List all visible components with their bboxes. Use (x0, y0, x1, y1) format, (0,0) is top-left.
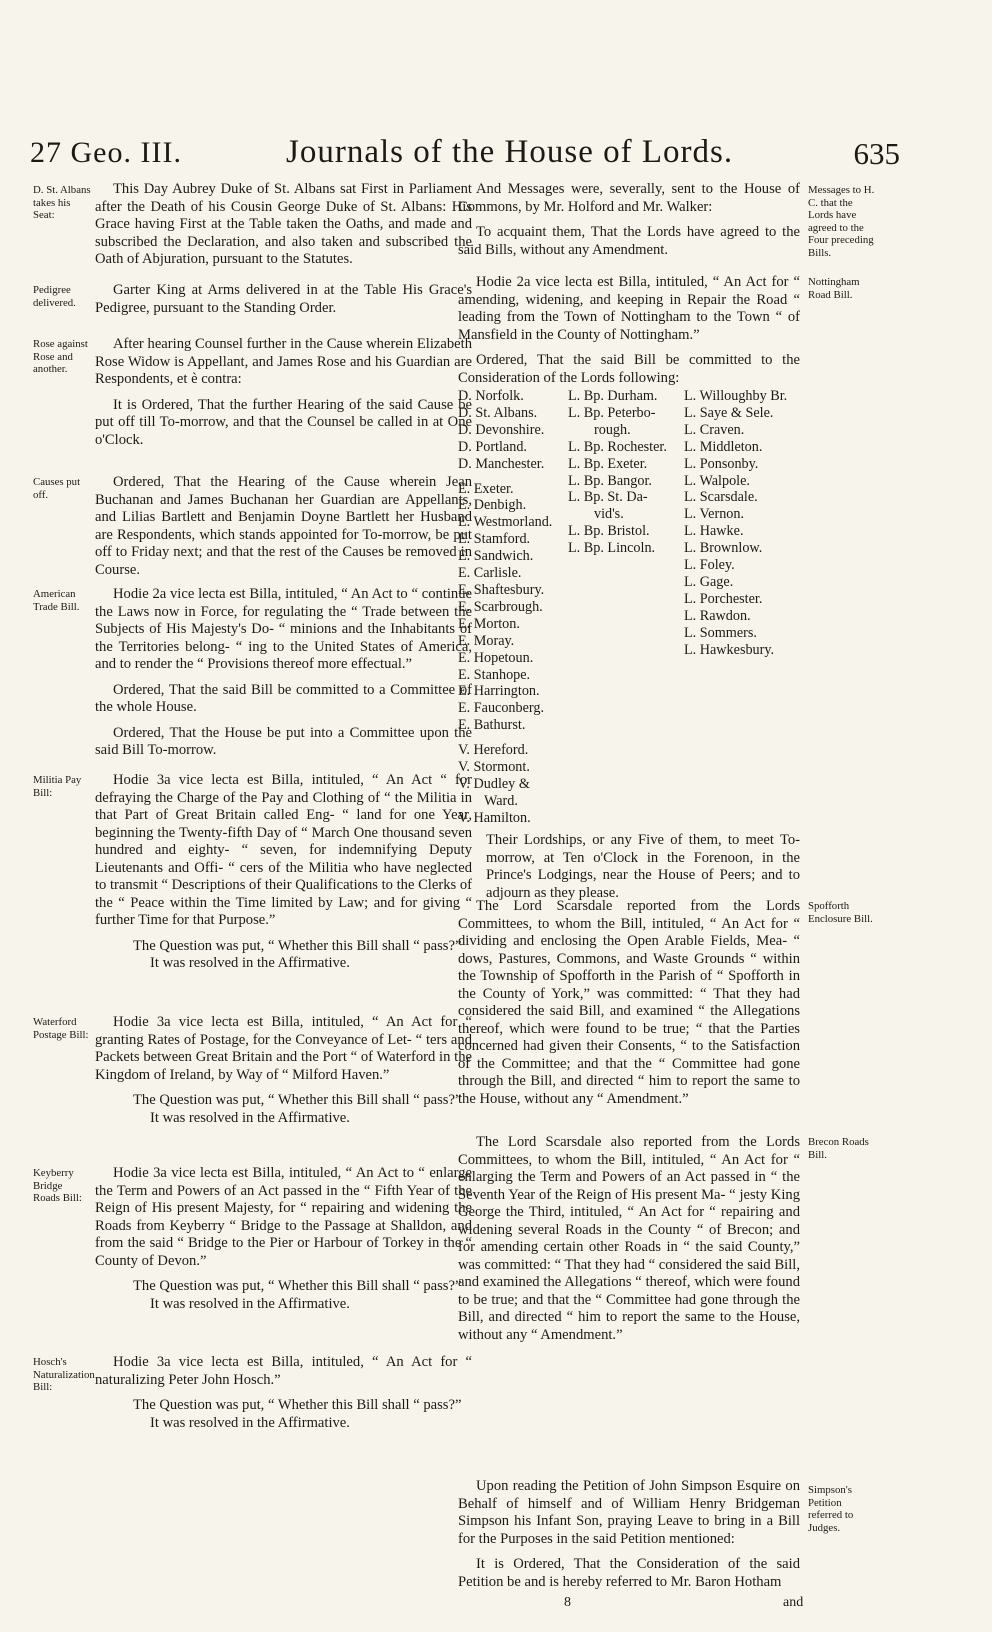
lord-name: E. Shaftesbury. (458, 581, 545, 598)
margin-note: Pedigree delivered. (33, 284, 76, 309)
lord-name: D. Norfolk. (458, 388, 524, 404)
meeting-text: Their Lordships, or any Five of them, to meet To-morrow, at Ten o'Clock in the Forenoon, in the Prince's Lodgings, near the House of Peers; and to adjourn as they please. (486, 832, 800, 901)
lord-name: L. Willoughby Br. (684, 388, 788, 404)
entry-text: Garter King at Arms delivered in at the Table His Grace's Pedigree, pursuant to the Standing Order. (95, 282, 472, 316)
lord-name: L. Rawdon. (684, 607, 751, 624)
entry-st-albans (95, 181, 472, 277)
entry-text: Hodie 3a vice lecta est Billa, intituled, “ An Act “ for defraying the Charge of the Pay and Clothing of “ the Militia in that Part of Great Britain called Eng- “ land for one Year, beginning the Twenty-fifth Day of “ March One thousand seven hundred and eighty- “ seven, for indemnifying Deputy Lieutenants and Offi- “ cers of the Militia who have neglected to transmit “ Descriptions of their Qualifications to the Clerks of the “ Peace within the Time limited by Law; and for giving “ further Time for that Purpose.” (95, 772, 472, 928)
margin-note: American Trade Bill. (33, 588, 80, 613)
entry-order: Ordered, That the House be put into a Committee upon the said Bill To-morrow. (95, 724, 472, 758)
lord-name: D. Manchester. (458, 455, 545, 472)
entry-text: Hodie 3a vice lecta est Billa, intituled, “ An Act for “ naturalizing Peter John Hosch.” (95, 1354, 472, 1388)
lord-name: L. Bp. Rochester. (568, 438, 667, 455)
page-header (30, 132, 900, 176)
margin-note: D. St. Albans takes his Seat: (33, 184, 91, 221)
entry-text: Hodie 3a vice lecta est Billa, intituled, “ An Act for “ granting Rates of Postage, for the Conveyance of Let- “ ters and Packets between Great Britain and the Port “ of Waterford in the Kingdom of Ireland, by Way of “ Milford Haven.” (95, 1014, 472, 1083)
entry-hosch (95, 1354, 472, 1442)
lord-name: L. Bp. Lincoln. (568, 540, 656, 557)
margin-note: Keyberry Bridge Roads Bill: (33, 1167, 82, 1204)
question: The Question was put, “ Whether this Bill shall “ pass?” (133, 1278, 462, 1294)
entry-order: It is Ordered, That the Consideration of the said Petition be and is hereby referred to Mr. Baron Hotham (458, 1556, 800, 1590)
lord-name: E. Stamford. (458, 531, 531, 548)
entry-brecon (458, 1134, 800, 1352)
lord-name: E. Carlisle. (458, 565, 522, 582)
lord-name: L. Saye & Sele. (684, 404, 774, 421)
lord-name: V. Stormont. (458, 759, 530, 776)
lord-name: Ward. (484, 792, 518, 809)
lord-name: L. Bp. Durham. (568, 388, 658, 404)
lord-name: E. Stanhope. (458, 666, 531, 683)
lord-name: E. Denbigh. (458, 497, 527, 514)
signature-mark: 8 (564, 1595, 571, 1610)
entry-rose (95, 336, 472, 457)
lord-name: L. Walpole. (684, 472, 750, 489)
lord-name: L. Hawkesbury. (684, 641, 775, 658)
resolution: It was resolved in the Affirmative. (150, 1109, 350, 1126)
lord-name: L. Brownlow. (684, 540, 763, 557)
lord-name: D. Devonshire. (458, 421, 545, 438)
lord-name: L. Middleton. (684, 438, 763, 455)
resolution: It was resolved in the Affirmative. (150, 1414, 350, 1431)
lord-name: vid's. (594, 506, 624, 523)
question: The Question was put, “ Whether this Bill shall “ pass?” (133, 937, 462, 954)
resolution: It was resolved in the Affirmative. (150, 955, 350, 971)
entry-order: It is Ordered, That the further Hearing of the said Cause be put off till To-morrow, and that the Counsel be called in at One o'Clock. (95, 396, 472, 448)
lord-name: E. Morton. (458, 615, 520, 632)
lord-name: E. Sandwich. (458, 548, 534, 565)
lord-name: rough. (594, 421, 631, 438)
entry-text: Upon reading the Petition of John Simpson Esquire on Behalf of himself and of William Henry Bridgeman Simpson his Infant Son, praying Leave to bring in a Bill for the Purposes in the said Petition mentioned: (458, 1478, 800, 1547)
entry-pedigree (95, 282, 472, 325)
question: The Question was put, “ Whether this Bill shall “ pass?” (133, 1397, 462, 1413)
catchword: and (783, 1595, 804, 1610)
lord-name: E. Harrington. (458, 683, 540, 700)
entry-simpson (458, 1478, 800, 1599)
entry-messages (458, 181, 800, 267)
margin-note: Messages to H. C. that the Lords have agreed to the Four preceding Bills. (808, 184, 875, 259)
lord-name: E. Exeter. (458, 480, 514, 497)
margin-note: Militia Pay Bill: (33, 774, 82, 799)
lord-name: E. Bathurst. (458, 717, 526, 734)
lord-name: V. Hamilton. (458, 809, 531, 826)
lord-name: E. Fauconberg. (458, 700, 545, 717)
entry-causes (95, 474, 472, 587)
lord-name: L. Bp. St. Da- (568, 489, 648, 506)
margin-note: Waterford Postage Bill: (33, 1016, 89, 1041)
entry-text: Hodie 2a vice lecta est Billa, intituled, “ An Act to “ continue the Laws now in Force, for regulating the “ Trade between the Subjects of His Majesty's Do- “ minions and the Inhabitants of the Territories belong- “ ing to the United States of America, and to render the “ Provisions thereof more effectual.” (95, 586, 472, 672)
entry-text: And Messages were, severally, sent to the House of Commons, by Mr. Holford and Mr. Walker: (458, 181, 800, 215)
entry-waterford (95, 1014, 472, 1137)
lords-column-1 (458, 388, 568, 827)
entry-order: Ordered, That the said Bill be committed to a Committee of the whole House. (95, 681, 472, 715)
lord-name: E. Moray. (458, 632, 515, 649)
lord-name: E. Westmorland. (458, 514, 553, 531)
margin-note: Hosch's Naturalization Bill: (33, 1356, 95, 1393)
lord-name: V. Dudley & (458, 775, 530, 792)
journal-title: Journals of the House of Lords. (286, 134, 734, 170)
lord-name: L. Bp. Peterbo- (568, 404, 656, 421)
entry-text: After hearing Counsel further in the Cause wherein Elizabeth Rose Widow is Appellant, and James Rose and his Guardian are Respondents, et è contra: (95, 336, 472, 387)
lord-name: D. St. Albans. (458, 404, 538, 421)
entry-nottingham (458, 274, 800, 395)
lord-name: L. Craven. (684, 421, 745, 438)
lord-name: L. Ponsonby. (684, 455, 759, 472)
entry-text: The Lord Scarsdale reported from the Lords Committees, to whom the Bill, intituled, “ An Act for “ dividing and enclosing the Open Arable Fields, Mea- “ dows, Pastures, Commons, and Waste Grounds “ within the Township of Spofforth in the Parish of “ Spofforth in the County of York,” was committed: “ That they had considered the said Bill, and examined “ the Allegations thereof, which were found to be true; “ that the Parties concerned had given their Consents, “ to the Satisfaction of the Committee; and that the “ Committee had gone through the Bill, and directed “ him to report the same to the House, without any “ Amendment.” (458, 898, 800, 1107)
lord-name: E. Hopetoun. (458, 649, 534, 666)
lord-name: L. Bp. Bristol. (568, 523, 650, 540)
lord-name: D. Portland. (458, 438, 527, 455)
regnal-year: 27 Geo. III. (30, 136, 182, 169)
entry-text: Ordered, That the Hearing of the Cause wherein Jean Buchanan and James Buchanan her Guardian are Appellants, and Lilias Bartlett and Benjamin Doyne Bartlett her Husband are Respondents, which stands appointed for To-morrow, be put off to Friday next; and that the rest of the Causes be removed in Course. (95, 474, 472, 578)
entry-text: The Lord Scarsdale also reported from the Lords Committees, to whom the Bill, intituled, “ An Act for “ enlarging the Term and Powers of an Act passed in “ the Seventh Year of the Reign of His present Ma- “ jesty King George the Third, intituled, “ An Act for “ repairing and widening several Roads in the County “ of Brecon; and for amending certain other Roads in “ the said County,” was committed: “ That they had “ considered the said Bill, and examined the Allegations “ thereof, which were found to be true; and that the “ Committee had gone through the Bill, and directed “ him to report the same to the House, without any “ Amendment.” (458, 1134, 800, 1343)
lord-name: V. Hereford. (458, 742, 529, 759)
entry-text: To acquaint them, That the Lords have agreed to the said Bills, without any Amendment. (458, 224, 800, 258)
lord-name: E. Scarbrough. (458, 598, 543, 615)
margin-note: Nottingham Road Bill. (808, 276, 860, 301)
entry-text: Hodie 2a vice lecta est Billa, intituled, “ An Act for “ amending, widening, and keeping in Repair the Road “ leading from the Town of Nottingham to the Town “ of Mansfield in the County of Nottingham.” (458, 274, 800, 343)
lord-name: L. Bp. Bangor. (568, 472, 652, 489)
margin-note: Spofforth Enclosure Bill. (808, 900, 873, 925)
entry-text: This Day Aubrey Duke of St. Albans sat First in Parliament after the Death of his Cousin George Duke of St. Albans: His Grace having First at the Table taken the Oaths, and made and subscribed the Declaration, and also taken and subscribed the Oath of Abjuration, pursuant to the Statutes. (95, 181, 472, 267)
page-number: 635 (853, 136, 900, 171)
resolution: It was resolved in the Affirmative. (150, 1295, 350, 1312)
lord-name: L. Scarsdale. (684, 489, 758, 506)
entry-american-trade (95, 586, 472, 768)
margin-note: Simpson's Petition referred to Judges. (808, 1484, 854, 1534)
lord-name: L. Bp. Exeter. (568, 455, 648, 472)
question: The Question was put, “ Whether this Bill shall “ pass?” (133, 1092, 462, 1108)
margin-note: Causes put off. (33, 476, 81, 501)
entry-militia-pay (95, 772, 472, 983)
lord-name: L. Vernon. (684, 506, 745, 523)
margin-note: Rose against Rose and another. (33, 338, 88, 375)
entry-keyberry (95, 1165, 472, 1323)
lord-name: L. Sommers. (684, 624, 757, 641)
entry-spofforth (458, 898, 800, 1116)
lord-name: L. Gage. (684, 573, 734, 590)
lord-name: L. Hawke. (684, 523, 744, 540)
lord-name: L. Foley. (684, 557, 735, 574)
margin-note: Brecon Roads Bill. (808, 1136, 869, 1161)
lords-column-3 (684, 388, 804, 659)
entry-text: Hodie 3a vice lecta est Billa, intituled, “ An Act to “ enlarge the Term and Powers of an Act passed in the “ Fifth Year of the Reign of His present Majesty, for “ repairing and widening the Roads from Keyberry “ Bridge to the Passage at Shalldon, and from the said “ Bridge to the Pier or Harbour of Torkey in the “ County of Devon.” (95, 1165, 472, 1269)
lord-name: L. Porchester. (684, 590, 763, 607)
entry-order: Ordered, That the said Bill be committed to the Consideration of the Lords following: (458, 352, 800, 386)
lords-column-2 (568, 388, 683, 557)
